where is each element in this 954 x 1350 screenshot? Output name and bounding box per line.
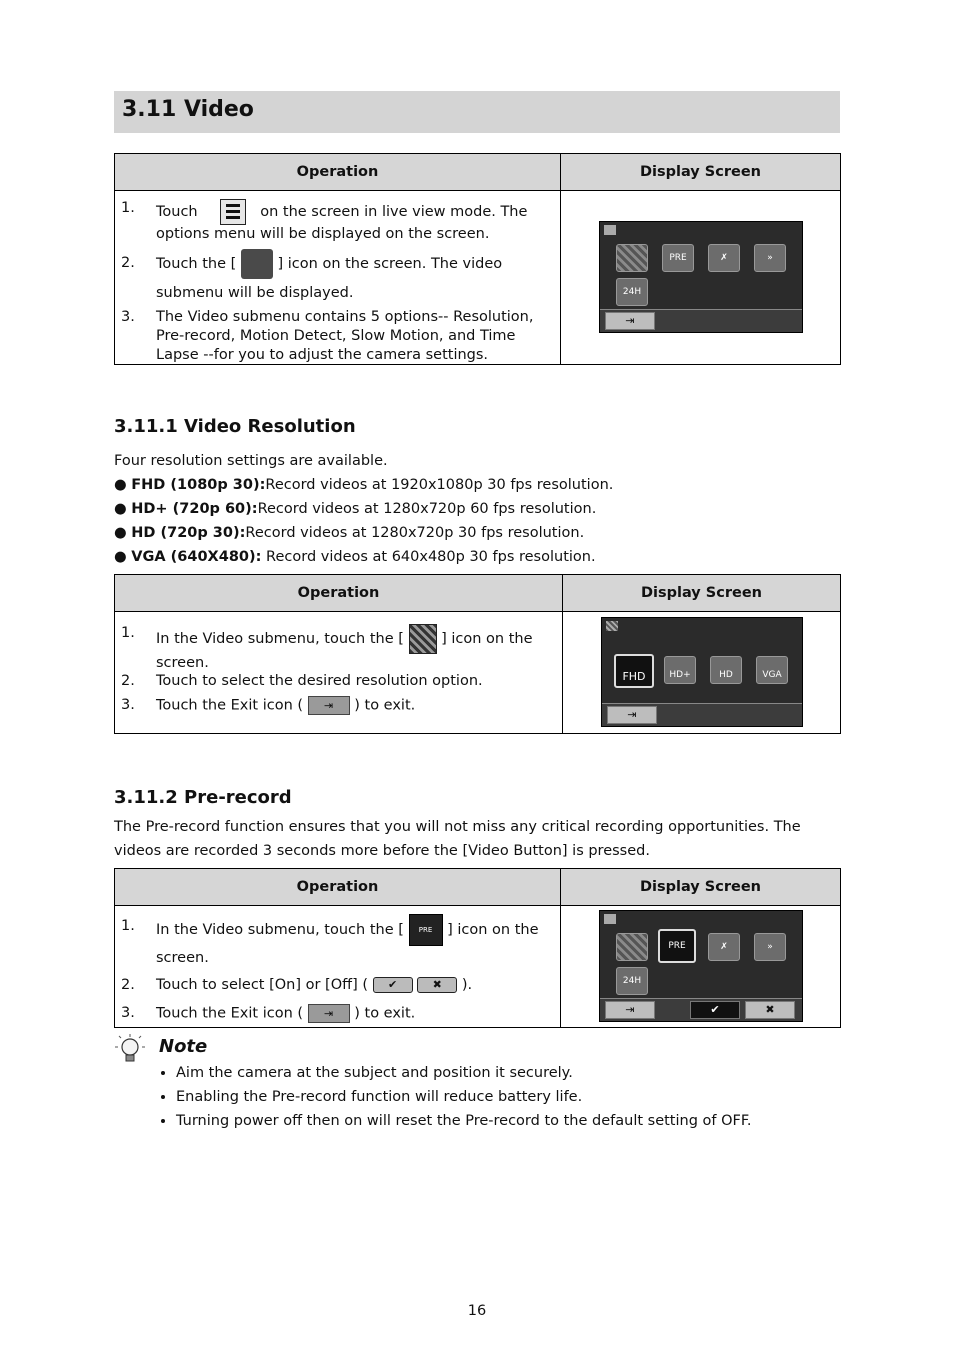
- bullet-hd: ● HD (720p 30):Record videos at 1280x720p 30 fps resolution.: [114, 525, 585, 541]
- motion-detect-icon[interactable]: ✗: [708, 244, 740, 272]
- exit-button[interactable]: ⇥: [605, 1001, 655, 1019]
- operation-cell: 1. In the Video submenu, touch the [ ] icon on the screen. 2. Touch to select the desired resolution option. 3. Touch the Exit icon ( ⇥ ) to exit.: [115, 612, 563, 734]
- screen-bottom-bar: [600, 998, 802, 1021]
- resolution-bullets: [114, 473, 613, 569]
- hd-plus-option[interactable]: HD+: [664, 656, 696, 684]
- lightbulb-icon: [114, 1033, 146, 1065]
- resolution-icon[interactable]: [616, 933, 648, 961]
- subsection-heading-prerecord: 3.11.2 Pre-record: [114, 787, 292, 808]
- off-cross-button[interactable]: ✖: [745, 1001, 795, 1019]
- bullet-fhd: ● FHD (1080p 30):Record videos at 1920x1080p 30 fps resolution.: [114, 477, 614, 493]
- note-item: • Enabling the Pre-record function will reduce battery life.: [176, 1085, 751, 1109]
- display-screen-header: Display Screen: [561, 154, 841, 191]
- note-title: Note: [159, 1036, 208, 1057]
- operation-header: Operation: [115, 575, 563, 612]
- slow-motion-icon[interactable]: »: [754, 933, 786, 961]
- bullet-vga: ● VGA (640X480): Record videos at 640x480p 30 fps resolution.: [114, 549, 596, 565]
- resolution-screen: [601, 617, 803, 727]
- hd-option[interactable]: HD: [710, 656, 742, 684]
- page-number: 16: [467, 1303, 487, 1319]
- video-menu-table: [114, 153, 841, 365]
- subsection-heading-resolution: 3.11.1 Video Resolution: [114, 416, 356, 437]
- pre-record-icon[interactable]: PRE: [658, 929, 696, 963]
- exit-icon: ⇥: [308, 1004, 350, 1023]
- slow-motion-icon[interactable]: »: [754, 244, 786, 272]
- operation-header: Operation: [115, 869, 561, 906]
- resolution-table: [114, 574, 841, 734]
- prerecord-intro: The Pre-record function ensures that you will not miss any critical recording opportunities. The videos are recorded 3 seconds more before the [Video Button] is pressed.: [114, 819, 801, 859]
- pre-record-icon: PRE: [409, 914, 443, 946]
- video-mode-icon: [604, 225, 616, 235]
- display-cell: [561, 906, 841, 1028]
- display-cell: [561, 191, 841, 365]
- off-cross-icon: ✖: [417, 977, 457, 993]
- note-item: • Turning power off then on will reset the Pre-record to the default setting of OFF.: [176, 1109, 751, 1133]
- fhd-option[interactable]: FHD: [614, 654, 654, 688]
- note-list: [158, 1061, 751, 1133]
- operation-header: Operation: [115, 154, 561, 191]
- time-lapse-icon[interactable]: 24H: [616, 967, 648, 995]
- resolution-mode-icon: [606, 621, 618, 631]
- resolution-icon[interactable]: [616, 244, 648, 272]
- motion-detect-icon[interactable]: ✗: [708, 933, 740, 961]
- exit-icon: ⇥: [308, 696, 350, 715]
- vga-option[interactable]: VGA: [756, 656, 788, 684]
- on-check-button[interactable]: ✔: [690, 1001, 740, 1019]
- prerecord-screen: [599, 910, 803, 1022]
- display-cell: [563, 612, 841, 734]
- on-check-icon: ✔: [373, 977, 413, 993]
- note-item: • Aim the camera at the subject and position it securely.: [176, 1061, 751, 1085]
- operation-cell: 1. In the Video submenu, touch the [ PRE ] icon on the screen. 2. Touch to select [On] or [Off] ( ✔ ✖ ). 3. Touch the Exit icon ( ⇥ ) to exit.: [115, 906, 561, 1028]
- resolution-intro: Four resolution settings are available.: [114, 453, 388, 469]
- pre-record-icon[interactable]: PRE: [662, 244, 694, 272]
- video-mode-icon: [604, 914, 616, 924]
- display-screen-header: Display Screen: [561, 869, 841, 906]
- resolution-icon: [409, 624, 437, 654]
- bullet-hd-plus: ● HD+ (720p 60):Record videos at 1280x720p 60 fps resolution.: [114, 501, 597, 517]
- screen-bottom-bar: [602, 703, 802, 726]
- time-lapse-icon[interactable]: 24H: [616, 278, 648, 306]
- screen-bottom-bar: [600, 309, 802, 332]
- exit-button[interactable]: ⇥: [605, 312, 655, 330]
- operation-cell: 1. Touch on the screen in live view mode. The options menu will be displayed on the screen. 2. Touch the [ ] icon on the screen. The video submenu will be displayed. 3. The Video submenu contains 5 options-- Resolution, Pre-record, Motion Detect, Slow Motion, and Time Lapse --for you to adjust the camera settings.: [115, 191, 561, 365]
- video-submenu-screen: [599, 221, 803, 333]
- video-camera-icon: [241, 249, 273, 279]
- section-title: 3.11 Video: [122, 97, 254, 122]
- exit-button[interactable]: ⇥: [607, 706, 657, 724]
- menu-icon: [220, 199, 246, 225]
- prerecord-table: [114, 868, 841, 1028]
- display-screen-header: Display Screen: [563, 575, 841, 612]
